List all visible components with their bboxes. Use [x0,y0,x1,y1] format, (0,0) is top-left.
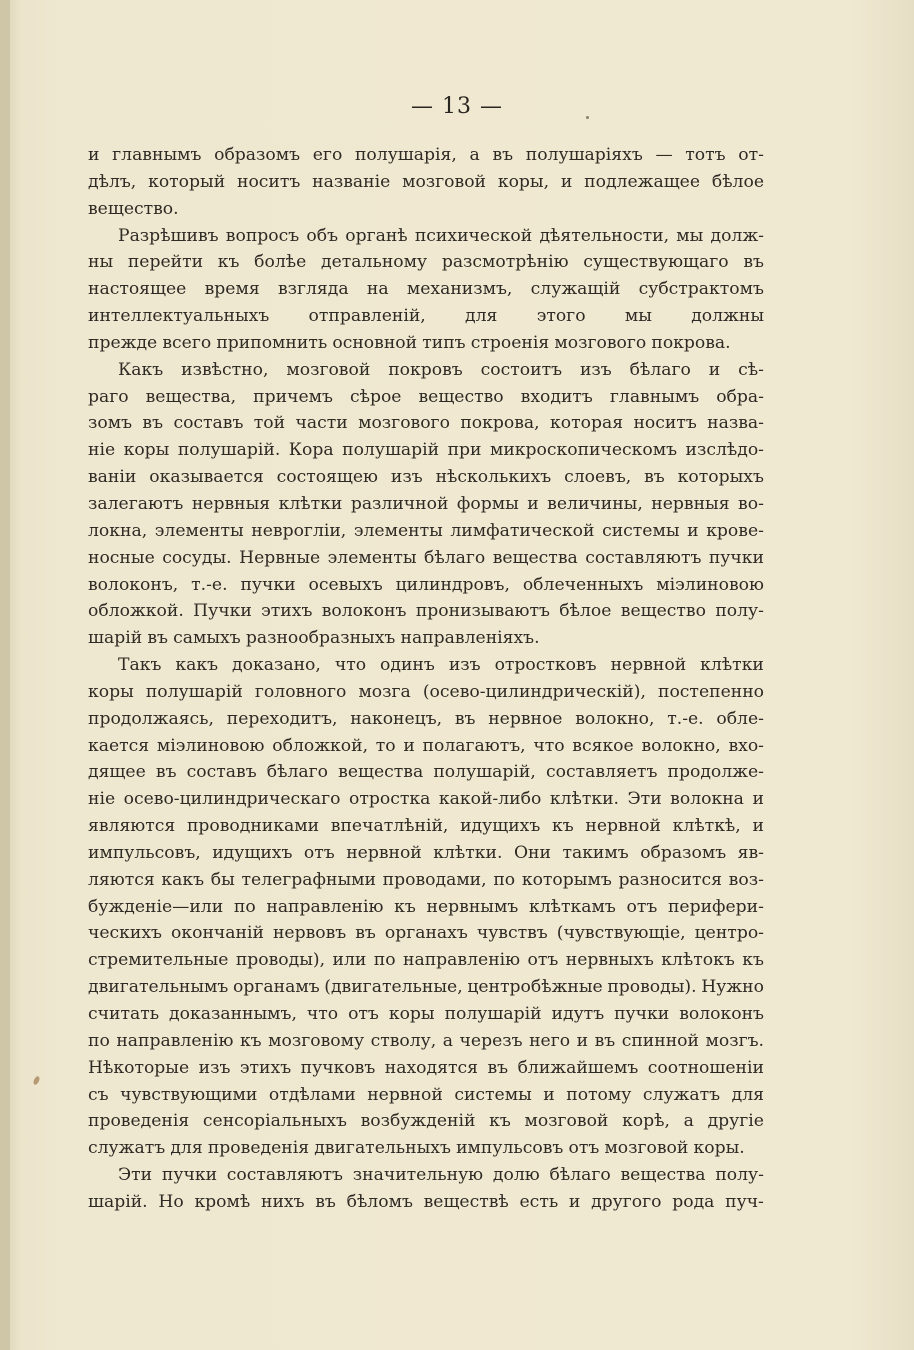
text-line: залегаютъ нервныя клѣтки различной формы и величины, нервныя во- [88,493,764,514]
text-line: по направленію къ мозговому стволу, а черезъ него и въ спинной мозгъ. [88,1030,764,1051]
page-number: — 13 — [411,94,503,119]
text-line: ніе коры полушарій. Кора полушарій при микроскопическомъ изслѣдо- [88,440,764,461]
text-line: Нѣкоторые изъ этихъ пучковъ находятся въ ближайшемъ соотношеніи [88,1057,764,1078]
text-line: прежде всего припомнить основной типъ строенія мозгового покрова. [88,332,731,353]
text-line: проведенія сенсоріальныхъ возбужденій къ мозговой корѣ, а другіе [88,1111,764,1132]
text-line: настоящее время взгляда на механизмъ, служащій субстрактомъ [88,279,764,300]
text-line: двигательнымъ органамъ (двигательные, центробѣжные проводы). Нужно [88,977,764,998]
text-line: Какъ извѣстно, мозговой покровъ состоитъ изъ бѣлаго и сѣ- [118,359,764,380]
text-line: Разрѣшивъ вопросъ объ органѣ психической дѣятельности, мы долж- [118,225,764,246]
text-line: шарій въ самыхъ разнообразныхъ направленіяхъ. [88,628,540,649]
text-line: вещество. [88,198,179,219]
text-line: продолжаясь, переходитъ, наконецъ, въ нервное волокно, т.-е. обле- [88,708,764,729]
text-line: дящее въ составъ бѣлаго вещества полушарій, составляетъ продолже- [88,762,764,783]
text-line: ны перейти къ болѣе детальному разсмотрѣнію существующаго въ [88,252,764,273]
text-line: импульсовъ, идущихъ отъ нервной клѣтки. Они такимъ образомъ яв- [88,842,764,863]
text-line: съ чувствующими отдѣлами нервной системы и потому служатъ для [88,1084,764,1105]
text-line: бужденіе—или по направленію къ нервнымъ клѣткамъ отъ перифери- [88,896,764,917]
text-line: ческихъ окончаній нервовъ въ органахъ чувствъ (чувствующіе, центро- [88,923,764,944]
text-line: раго вещества, причемъ сѣрое вещество входитъ главнымъ обра- [88,386,764,407]
text-line: коры полушарій головного мозга (осево-цилиндрическій), постепенно [88,681,764,702]
text-line: ваніи оказывается состоящею изъ нѣсколькихъ слоевъ, въ которыхъ [88,467,764,488]
text-line: локна, элементы невроглiи, элементы лимфатической системы и крове- [88,520,764,541]
text-line: зомъ въ составъ той части мозгового покрова, которая носитъ назва- [88,413,764,434]
text-line: интеллектуальныхъ отправленій, для этого мы должны [88,306,764,327]
text-line: стремительные проводы), или по направленію отъ нервныхъ клѣтокъ къ [88,950,764,971]
text-line: кается міэлиновою обложкой, то и полагаютъ, что всякое волокно, вхо- [88,735,764,756]
text-line: являются проводниками впечатлѣній, идущихъ къ нервной клѣткѣ, и [88,816,764,837]
text-line: Эти пучки составляютъ значительную долю бѣлаго вещества полу- [118,1165,764,1186]
text-line: считать доказаннымъ, что отъ коры полушарій идутъ пучки волоконъ [88,1004,764,1024]
text-line: ляются какъ бы телеграфными проводами, по которымъ разносится воз- [88,869,764,890]
text-line: дѣлъ, который носитъ названіе мозговой коры, и подлежащее бѣлое [88,171,764,192]
body-text [88,142,764,1216]
paper-stain [32,1075,40,1085]
page-binding-edge [0,0,10,1350]
text-line: обложкой. Пучки этихъ волоконъ пронизываютъ бѣлое вещество полу- [88,601,764,622]
text-line: ніе осево-цилиндрическаго отростка какой-либо клѣтки. Эти волокна и [88,789,764,810]
text-line: и главнымъ образомъ его полушарія, а въ полушаріяхъ — тотъ от- [88,145,764,165]
text-line: шарій. Но кромѣ нихъ въ бѣломъ веществѣ есть и другого рода пуч- [88,1191,764,1212]
text-line: Такъ какъ доказано, что одинъ изъ отростковъ нервной клѣтки [118,655,764,676]
text-line: носные сосуды. Нервные элементы бѣлаго вещества составляютъ пучки [88,547,764,568]
text-line: служатъ для проведенія двигательныхъ импульсовъ отъ мозговой коры. [88,1138,745,1159]
text-line: волоконъ, т.-е. пучки осевыхъ цилиндровъ, облеченныхъ міэлиновою [88,574,764,595]
